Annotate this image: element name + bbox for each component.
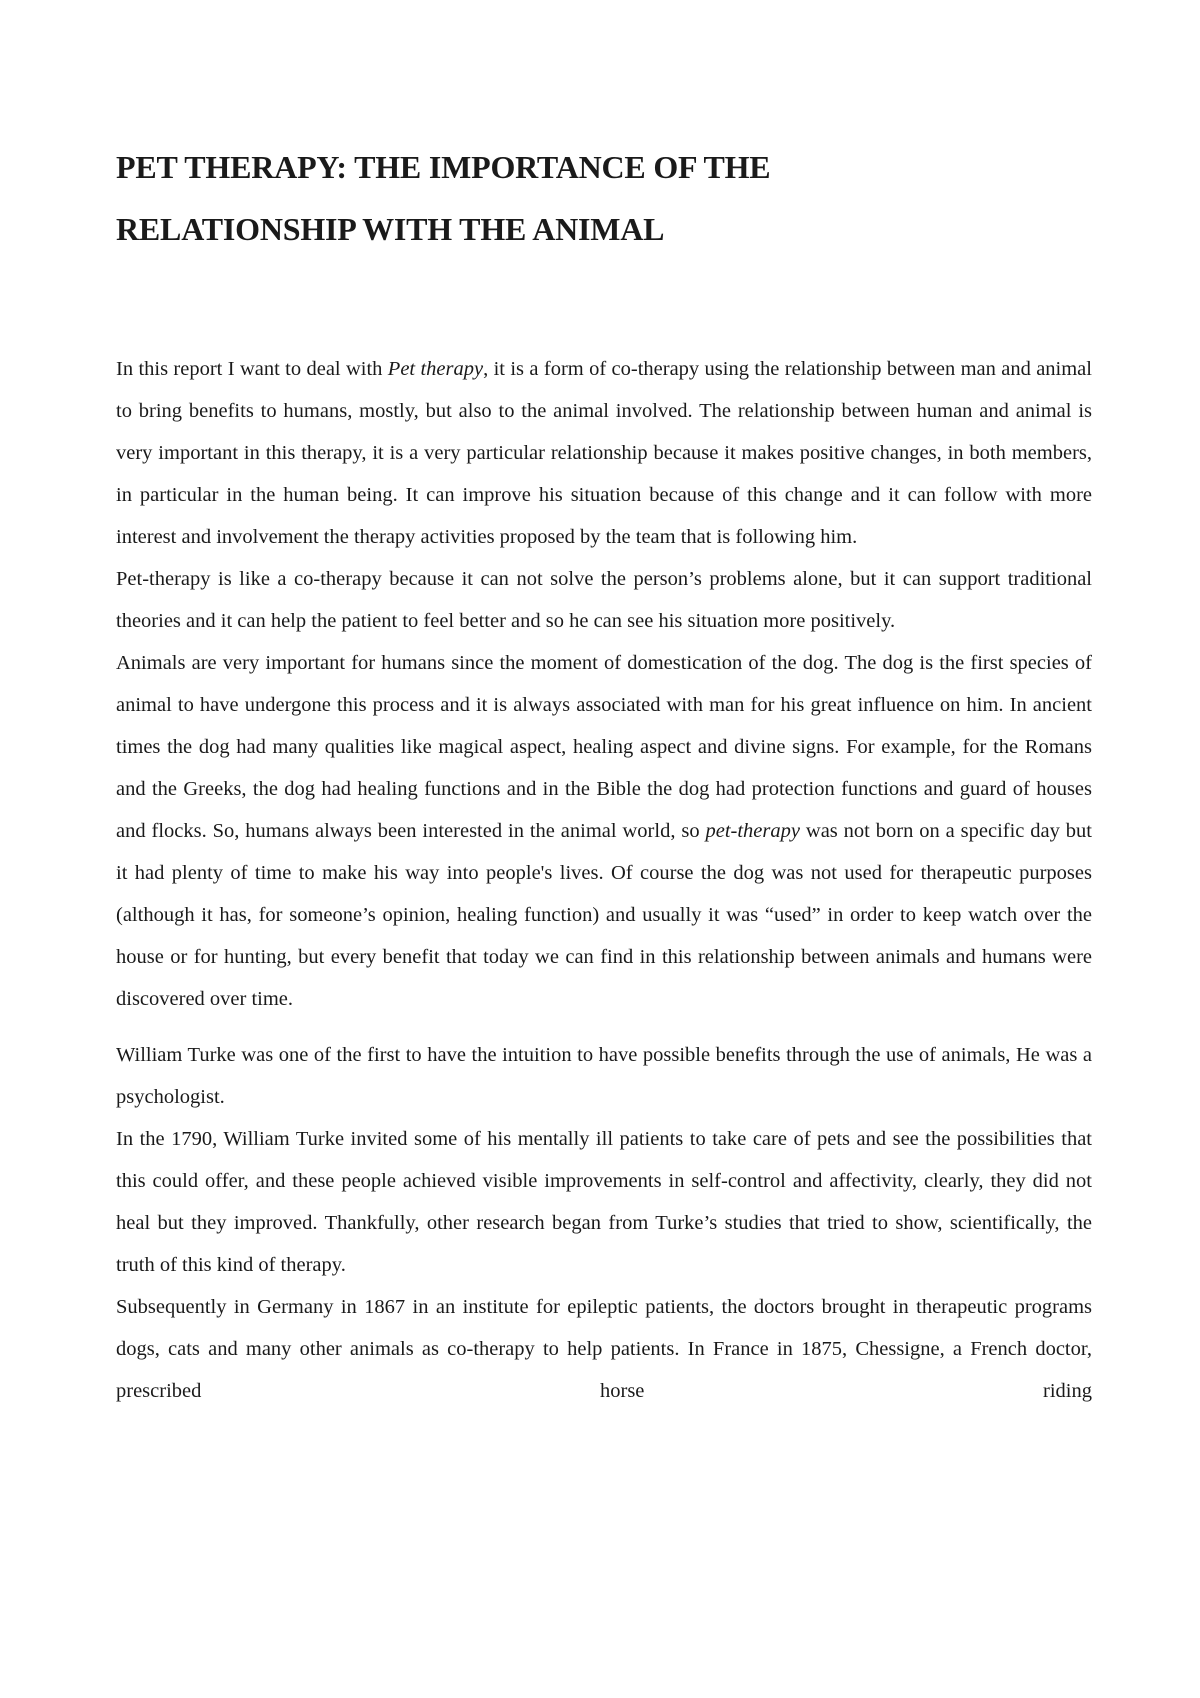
- document-body: [116, 348, 1092, 1412]
- paragraph-intro-text-start: In this report I want to deal with: [116, 358, 388, 380]
- title-line-2: RELATIONSHIP WITH THE ANIMAL: [116, 211, 665, 247]
- paragraph-cotherapy: Pet-therapy is like a co-therapy because it can not solve the person’s problems alone, but it can support traditional theories and it can help the patient to feel better and so he can see his situation more positively.: [116, 568, 1092, 632]
- title-line-1: PET THERAPY: THE IMPORTANCE OF THE: [116, 149, 771, 185]
- paragraph-intro: [116, 348, 1092, 558]
- paragraph-1790: In the 1790, William Turke invited some of his mentally ill patients to take care of pets and see the possibilities that this could offer, and these people achieved visible improvements in self-control and affectivity, clearly, they did not heal but they improved. Thankfully, other research began from Turke’s studies that tried to show, scientifically, the truth of this kind of therapy.: [116, 1128, 1092, 1276]
- pet-therapy-emphasis-2: pet-therapy: [705, 820, 800, 842]
- paragraph-intro-text-end: , it is a form of co-therapy using the relationship between man and animal to bring benefits to humans, mostly, but also to the animal involved. The relationship between human and animal is very important in this therapy, it is a very particular relationship because it makes positive changes, in both members, in particular in the human being. It can improve his situation because of this change and it can follow with more interest and involvement the therapy activities proposed by the team that is following him.: [116, 358, 1092, 548]
- document-title: [116, 136, 1096, 260]
- paragraph-history-text-start: Animals are very important for humans since the moment of domestication of the dog. The dog is the first species of animal to have undergone this process and it is always associated with man for his great influence on him. In ancient times the dog had many qualities like magical aspect, healing aspect and divine signs. For example, for the Romans and the Greeks, the dog had healing functions and in the Bible the dog had protection functions and guard of houses and flocks. So, humans always been interested in the animal world, so: [116, 652, 1092, 842]
- paragraph-history-text-end: was not born on a specific day but it had plenty of time to make his way into people's lives. Of course the dog was not used for therapeutic purposes (although it has, for someone’s opinion, healing function) and usually it was “used” in order to keep watch over the house or for hunting, but every benefit that today we can find in this relationship between animals and humans were discovered over time.: [116, 820, 1092, 1010]
- paragraph-history: [116, 642, 1092, 1020]
- paragraph-william-turke: William Turke was one of the first to have the intuition to have possible benefits through the use of animals, He was a psychologist.: [116, 1044, 1092, 1108]
- paragraph-germany-france: Subsequently in Germany in 1867 in an institute for epileptic patients, the doctors brought in therapeutic programs dogs, cats and many other animals as co-therapy to help patients. In France in 1875, Chessigne, a French doctor, prescribed horse riding: [116, 1296, 1092, 1402]
- pet-therapy-emphasis: Pet therapy: [387, 358, 484, 380]
